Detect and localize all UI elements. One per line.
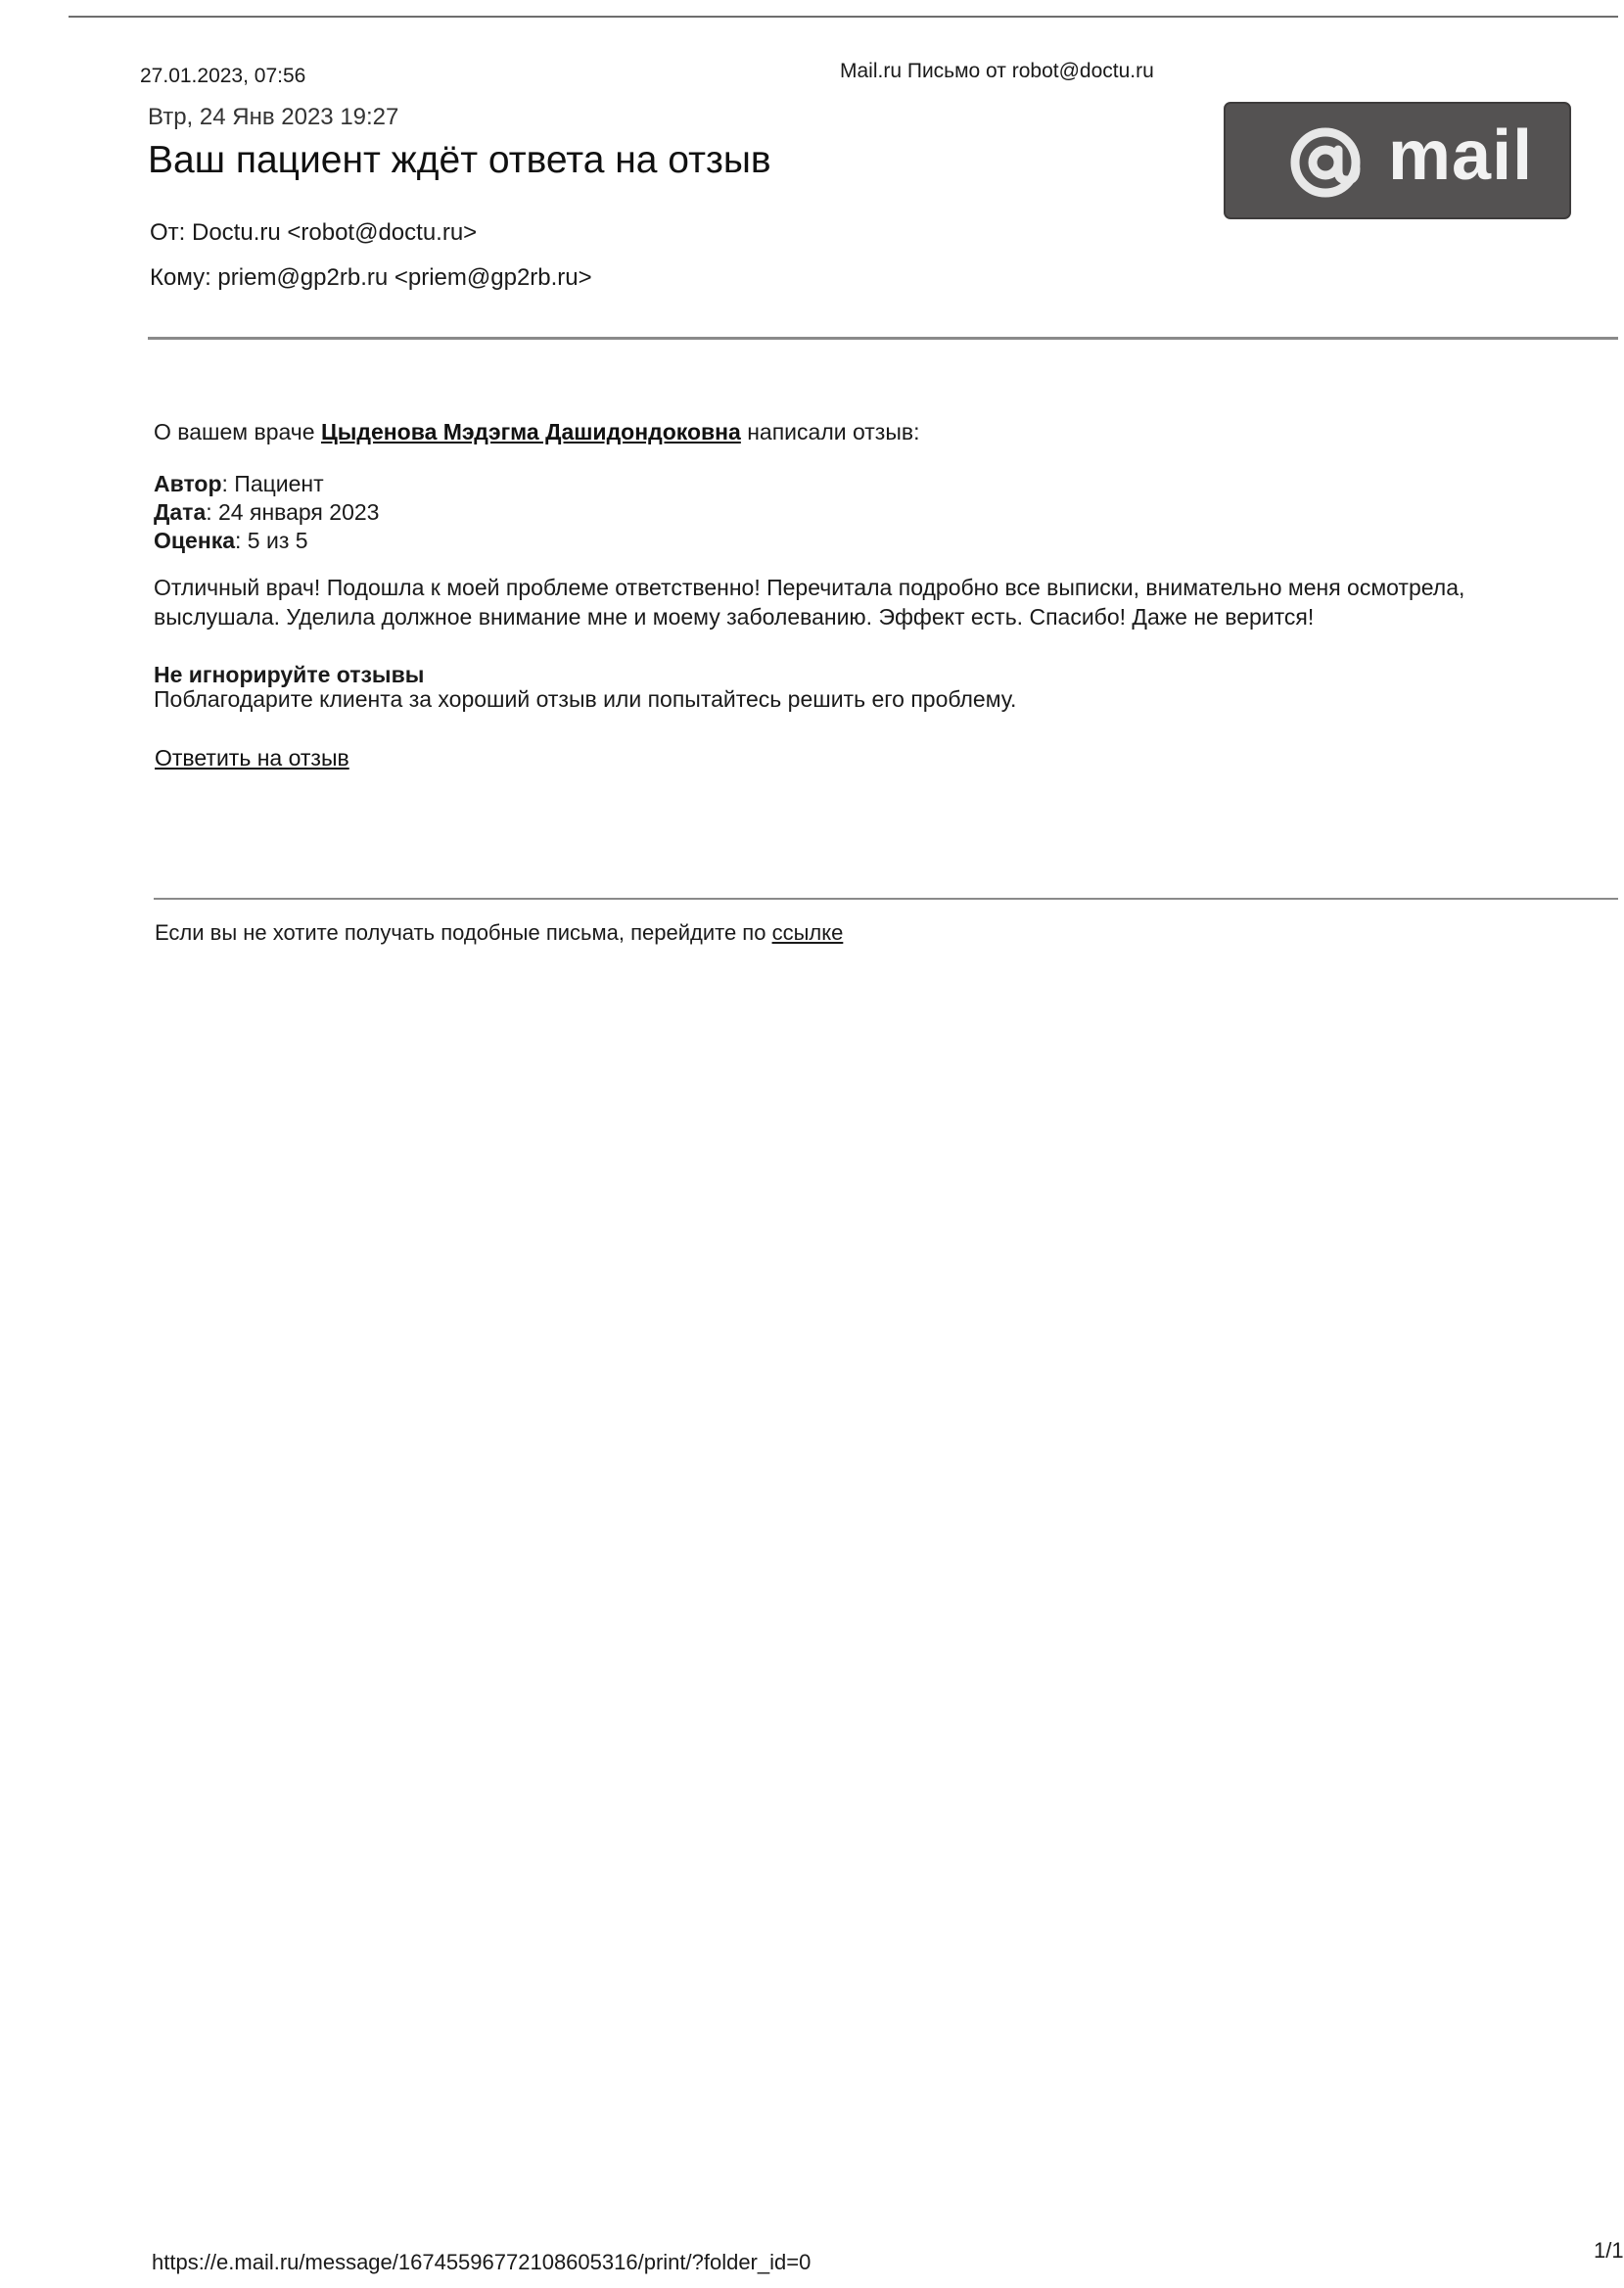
rating-field xyxy=(154,528,308,554)
logo-wordmark: mail xyxy=(1388,117,1534,195)
rating-label: Оценка xyxy=(154,528,236,553)
review-text: Отличный врач! Подошла к моей проблеме ответственно! Перечитала подробно все выписки, внимательно меня осмотрела, выслушала. Уделила должное внимание мне и моему заболеванию. Эффект есть. Спасибо! Даже не верится! xyxy=(154,575,1465,630)
header-divider xyxy=(148,337,1618,340)
email-subject: Ваш пациент ждёт ответа на отзыв xyxy=(148,139,771,181)
at-sign-icon xyxy=(1288,125,1363,200)
warning-text: Поблагодарите клиента за хороший отзыв или попытайтесь решить его проблему. xyxy=(154,686,1017,712)
rating-value: : 5 из 5 xyxy=(235,528,308,553)
date-label: Дата xyxy=(154,499,207,525)
reply-to-review-link[interactable]: Ответить на отзыв xyxy=(155,745,349,770)
intro-text-before: О вашем враче xyxy=(154,419,321,444)
date-field xyxy=(154,499,379,526)
unsubscribe-text: Если вы не хотите получать подобные письма, перейдите по xyxy=(155,920,772,945)
unsubscribe-notice xyxy=(155,920,843,946)
print-timestamp: 27.01.2023, 07:56 xyxy=(140,65,306,87)
unsubscribe-link[interactable]: ссылке xyxy=(771,920,844,945)
message-date: Втр, 24 Янв 2023 19:27 xyxy=(148,104,399,130)
author-field xyxy=(154,471,324,497)
warning-title: Не игнорируйте отзывы xyxy=(154,662,425,687)
footer-divider xyxy=(154,898,1618,900)
mail-logo xyxy=(1224,102,1571,219)
print-url: https://e.mail.ru/message/16745596772108605316/print/?folder_id=0 xyxy=(152,2250,812,2274)
top-border-line xyxy=(69,16,1618,18)
print-page-title: Mail.ru Письмо от robot@doctu.ru xyxy=(840,60,1154,82)
intro-text-after: написали отзыв: xyxy=(740,419,920,444)
email-to: Кому: priem@gp2rb.ru <priem@gp2rb.ru> xyxy=(150,264,592,291)
doctor-name-link[interactable]: Цыденова Мэдэгма Дашидондоковна xyxy=(320,419,741,444)
page-number: 1/1 xyxy=(1594,2238,1624,2263)
review-intro xyxy=(154,419,920,445)
author-value: : Пациент xyxy=(221,471,324,496)
email-from: От: Doctu.ru <robot@doctu.ru> xyxy=(150,219,478,246)
date-value: : 24 января 2023 xyxy=(206,499,380,525)
author-label: Автор xyxy=(154,471,222,496)
